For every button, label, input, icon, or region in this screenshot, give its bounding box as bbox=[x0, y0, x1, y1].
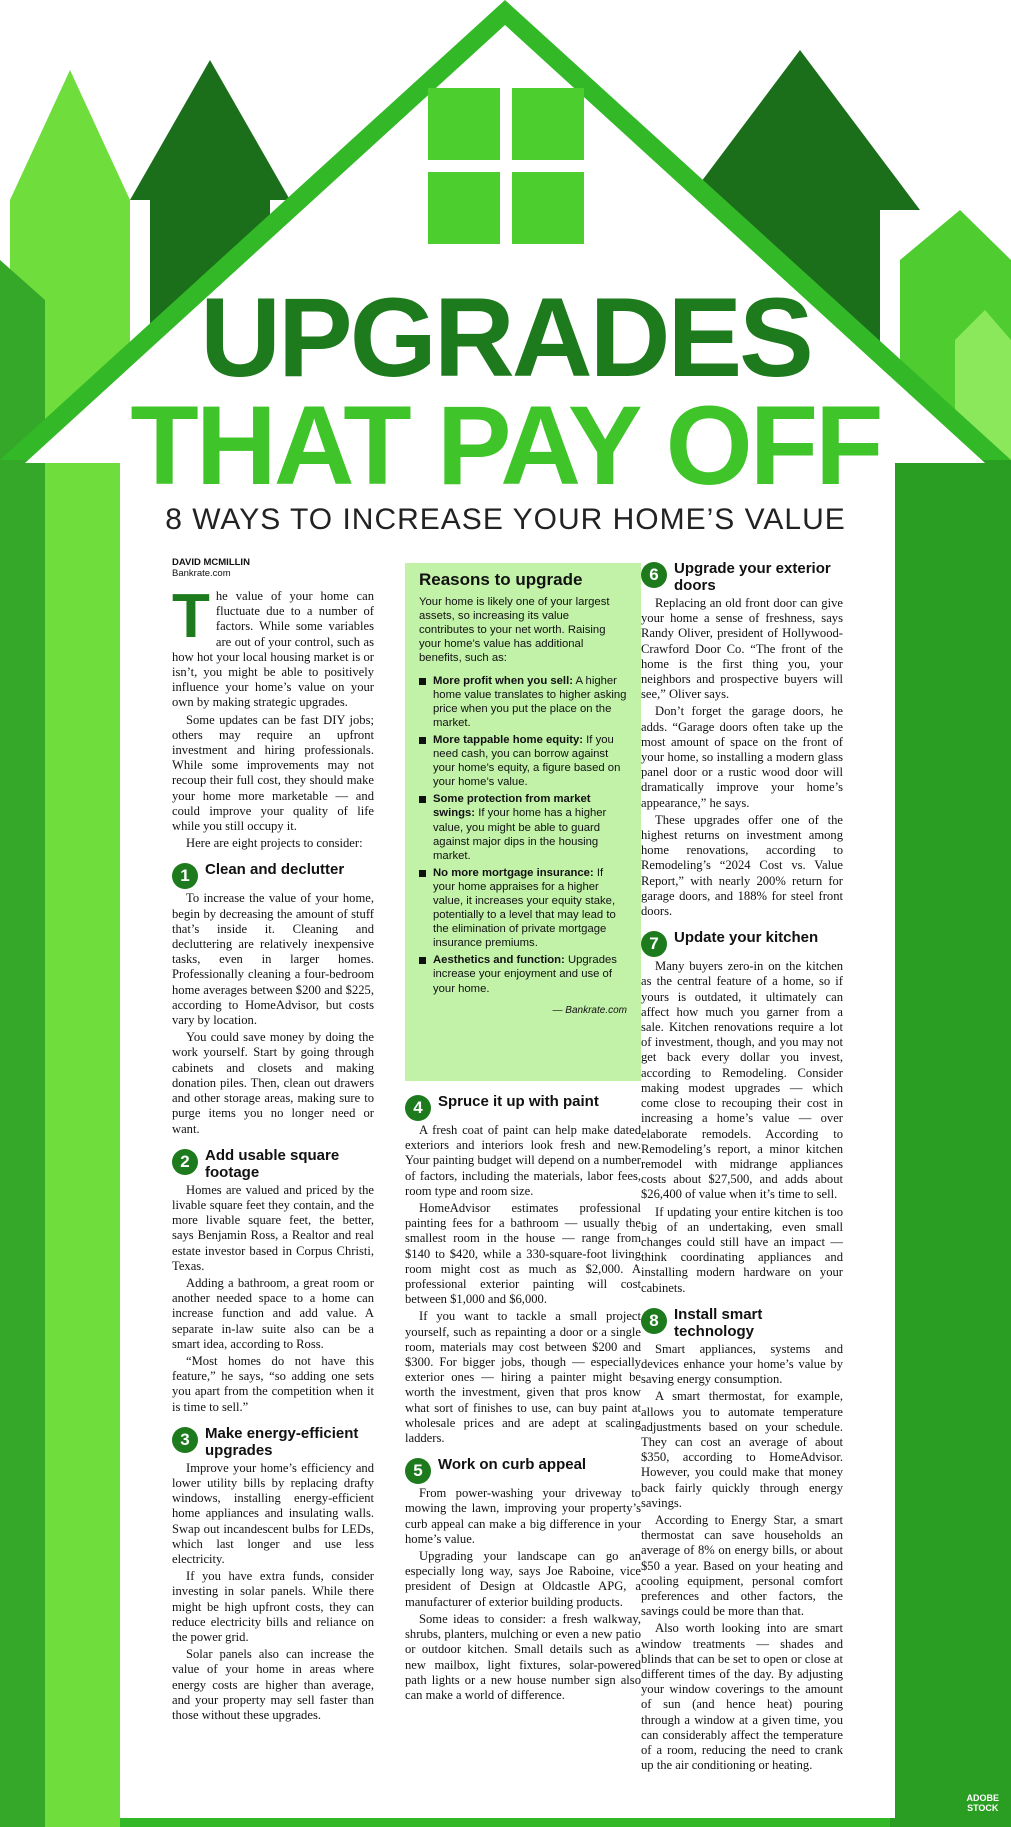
body-paragraph: Don’t forget the garage doors, he adds. “Garage doors often take up the most amount of space on the front of your home, so installing a modern glass panel door or a rustic wood door will dramatically improve your home’s appearance,” he says. bbox=[641, 704, 843, 810]
section-heading bbox=[641, 929, 843, 957]
column-1 bbox=[172, 557, 374, 1725]
section-heading bbox=[405, 1093, 641, 1121]
body-paragraph: A fresh coat of paint can help make dated exteriors and interiors look fresh and new. Your painting budget will depend on a number of factors, including the materials, labor fees, room type and room size. bbox=[405, 1123, 641, 1198]
subheadline: 8 WAYS TO INCREASE YOUR HOME’S VALUE bbox=[165, 503, 846, 536]
section-number-badge: 8 bbox=[641, 1308, 667, 1334]
house-wall-right bbox=[890, 460, 1011, 1827]
section-heading bbox=[172, 861, 374, 889]
sidebar-list-item: More tappable home equity: If you need cash, you can borrow against your home’s equity, a figure based on your home’s value. bbox=[419, 733, 627, 789]
body-paragraph: Replacing an old front door can give your home a sense of freshness, says Randy Oliver, president of Hollywood-Crawford Door Co. “The front of the home is the first thing you, your neighbors and prospective buyers will see,” Oliver says. bbox=[641, 596, 843, 702]
body-paragraph: You could save money by doing the work yourself. Start by going through cabinets and closets and making donation piles. Then, clean out drawers and other storage areas, making sure to purge items you no longer need or want. bbox=[172, 1030, 374, 1136]
body-paragraph: If you have extra funds, consider investing in solar panels. While there might be high upfront costs, they can reduce electricity bills and reliance on the power grid. bbox=[172, 1569, 374, 1644]
author-source: Bankrate.com bbox=[172, 568, 231, 579]
headline-line-1: UPGRADES bbox=[200, 275, 811, 400]
section-title: Update your kitchen bbox=[674, 929, 819, 947]
body-paragraph: If updating your entire kitchen is too big of an undertaking, even small changes could still have an impact — think coordinating appliances and installing modern hardware on your cabinets. bbox=[641, 1204, 843, 1295]
dropcap: T bbox=[172, 582, 210, 651]
section-number-badge: 4 bbox=[405, 1095, 431, 1121]
section-number-badge: 7 bbox=[641, 931, 667, 957]
section-heading bbox=[405, 1456, 641, 1484]
body-paragraph: Smart appliances, systems and devices enhance your home’s value by saving energy consumption. bbox=[641, 1341, 843, 1387]
sidebar-list-item: More profit when you sell: A higher home value translates to higher asking price when you put the place on the market. bbox=[419, 674, 627, 730]
section-title: Upgrade your exterior doors bbox=[674, 560, 831, 594]
sidebar-list-item: Some protection from market swings: If your home has a higher value, you might be able to guard against major dips in the housing market. bbox=[419, 792, 627, 862]
body-paragraph: These upgrades offer one of the highest returns on investment among home renovations, according to Remodeling’s “2024 Cost vs. Value Report,” with nearly 200% return for garage doors, and 188% for steel front doors. bbox=[641, 812, 843, 919]
body-paragraph: Homes are valued and priced by the livable square feet they contain, and the more livable square feet, the better, says Benjamin Ross, a Realtor and real estate investor based in Corpus Christi, Texas. bbox=[172, 1182, 374, 1273]
author-name: DAVID MCMILLIN bbox=[172, 557, 250, 568]
section-heading bbox=[641, 1306, 843, 1340]
section-title: Spruce it up with paint bbox=[438, 1093, 599, 1110]
section-title: Make energy-efficient upgrades bbox=[205, 1424, 359, 1459]
photo-credit: ADOBE STOCK bbox=[966, 1793, 999, 1813]
section-number-badge: 1 bbox=[172, 863, 198, 889]
bullet-square-icon bbox=[419, 796, 426, 803]
body-paragraph: Many buyers zero-in on the kitchen as the central feature of a home, so if yours is outdated, it ultimately can affect how much you garner from a sale. Kitchen renovations require a lot of investment, though, and you may not get back every dollar you invest, according to Remodeling. Consider making modest upgrades — which come close to recouping their cost in increasing a home’s value — over elaborate remodels. According to Remodeling’s report, a minor kitchen remodel with midrange appliances costs about $27,500, and adds about $26,400 of value when it’s time to sell. bbox=[641, 959, 843, 1202]
intro-paragraph: he value of your home can fluctuate due to a number of factors. While some variables are out of your control, such as how hot your local housing market is or isn’t, you might be able to positively influence your home’s value on your own by making strategic upgrades. bbox=[172, 589, 374, 710]
section-title: Install smart technology bbox=[674, 1305, 763, 1340]
body-paragraph: From power-washing your driveway to mowing the lawn, improving your property’s curb appeal can make a big difference in your home’s value. bbox=[405, 1486, 641, 1546]
bullet-square-icon bbox=[419, 870, 426, 877]
body-paragraph: Upgrading your landscape can go an especially long way, says Joe Raboine, vice president of Design at Oldcastle APG, a manufacturer of exterior building products. bbox=[405, 1549, 641, 1609]
section-heading bbox=[172, 1147, 374, 1181]
column-2 bbox=[405, 1093, 641, 1705]
section-title: Work on curb appeal bbox=[438, 1456, 587, 1474]
sidebar-list-item: Aesthetics and function: Upgrades increase your enjoyment and use of your home. bbox=[419, 953, 627, 995]
headline-line-2: THAT PAY OFF bbox=[130, 383, 881, 508]
body-paragraph: Improve your home’s efficiency and lower utility bills by replacing drafty windows, installing energy-efficient home appliances and insulating walls. Swap out incandescent bulbs for LEDs, which last longer and use less electricity. bbox=[172, 1460, 374, 1566]
body-paragraph: Some ideas to consider: a fresh walkway, shrubs, planters, mulching or even a new patio or outdoor kitchen. Small details such as a new mailbox, light fixtures, solar-powered path lights or a new house number sign also can make a world of difference. bbox=[405, 1611, 641, 1702]
body-paragraph: HomeAdvisor estimates professional painting fees for a bathroom — usually the smallest room in the house — range from $140 to $420, while a 330-square-foot living room might cost as much as $2,000. A professional exterior painting will cost between $1,000 and $6,000. bbox=[405, 1201, 641, 1307]
body-paragraph: “Most homes do not have this feature,” he says, “so adding one sets you apart from the competition when it is time to sell.” bbox=[172, 1353, 374, 1414]
intro-paragraph: Some updates can be fast DIY jobs; others may require an upfront investment and hiring professionals. While some improvements may not recoup their full cost, they should make your home more marketable — and could improve your quality of life while you still occupy it. bbox=[172, 712, 374, 834]
reasons-sidebar bbox=[405, 563, 641, 1081]
body-paragraph: Adding a bathroom, a great room or another needed space to a home can increase function and add value. A separate in-law suite also can be a smart idea, according to Ross. bbox=[172, 1275, 374, 1351]
section-number-badge: 5 bbox=[405, 1458, 431, 1484]
bullet-square-icon bbox=[419, 678, 426, 685]
sidebar-list bbox=[419, 674, 627, 996]
section-number-badge: 2 bbox=[172, 1149, 198, 1175]
section-number-badge: 3 bbox=[172, 1427, 198, 1453]
column-3 bbox=[641, 560, 843, 1775]
byline bbox=[172, 557, 374, 579]
bullet-square-icon bbox=[419, 737, 426, 744]
sidebar-title: Reasons to upgrade bbox=[419, 570, 583, 589]
section-number-badge: 6 bbox=[641, 562, 667, 588]
body-paragraph: To increase the value of your home, begin by decreasing the amount of stuff that’s inside it. Cleaning and decluttering are relatively inexpensive tasks, even in larger homes. Professionally cleaning a four-bedroom home averages between $200 and $225, according to HomeAdvisor, but costs vary by location. bbox=[172, 891, 374, 1028]
section-heading bbox=[172, 1425, 374, 1459]
sidebar-credit: — Bankrate.com bbox=[552, 1004, 627, 1016]
section-heading bbox=[641, 560, 843, 594]
body-paragraph: If you want to tackle a small project yourself, such as repainting a door or a single room, materials may cost between $200 and $300. For bigger jobs, though — especially exterior ones — hiring a painter might be worth the investment, given that pros know what sort of finishes to use, can buy paint at wholesale prices and are adept at scaling ladders. bbox=[405, 1309, 641, 1446]
intro-paragraph: Here are eight projects to consider: bbox=[186, 836, 363, 851]
sidebar-list-item: No more mortgage insurance: If your home appraises for a higher value, it increases your equity stake, potentially to a level that may lead to the elimination of private mortgage insurance premiums. bbox=[419, 866, 627, 951]
body-paragraph: According to Energy Star, a smart thermostat can save households an average of 8% on energy bills, or about $50 a year. Based on your heating and cooling equipment, personal comfort preferences and other factors, the savings could be more than that. bbox=[641, 1512, 843, 1619]
sidebar-intro: Your home is likely one of your largest assets, so increasing its value contributes to your net worth. Raising your home’s value has additional benefits, such as: bbox=[419, 596, 610, 665]
body-paragraph: Also worth looking into are smart window treatments — shades and blinds that can be set to open or close at different times of the day. By adjusting your window coverings to the amount of sun (and hence heat) pouring through a window at a given time, you can considerably affect the temperature of a room, reducing the need to crank up the air conditioning or heating. bbox=[641, 1621, 843, 1773]
section-title: Clean and declutter bbox=[205, 861, 345, 879]
bullet-square-icon bbox=[419, 957, 426, 964]
body-paragraph: A smart thermostat, for example, allows you to automate temperature adjustments based on your schedule. They can cost an average of about $350, according to HomeAdvisor. However, you could make that money back fairly quickly through energy savings. bbox=[641, 1389, 843, 1510]
section-title: Add usable square footage bbox=[205, 1146, 340, 1181]
body-paragraph: Solar panels also can increase the value of your home in areas where energy costs are higher than average, and your property may sell faster than those without these upgrades. bbox=[172, 1647, 374, 1722]
